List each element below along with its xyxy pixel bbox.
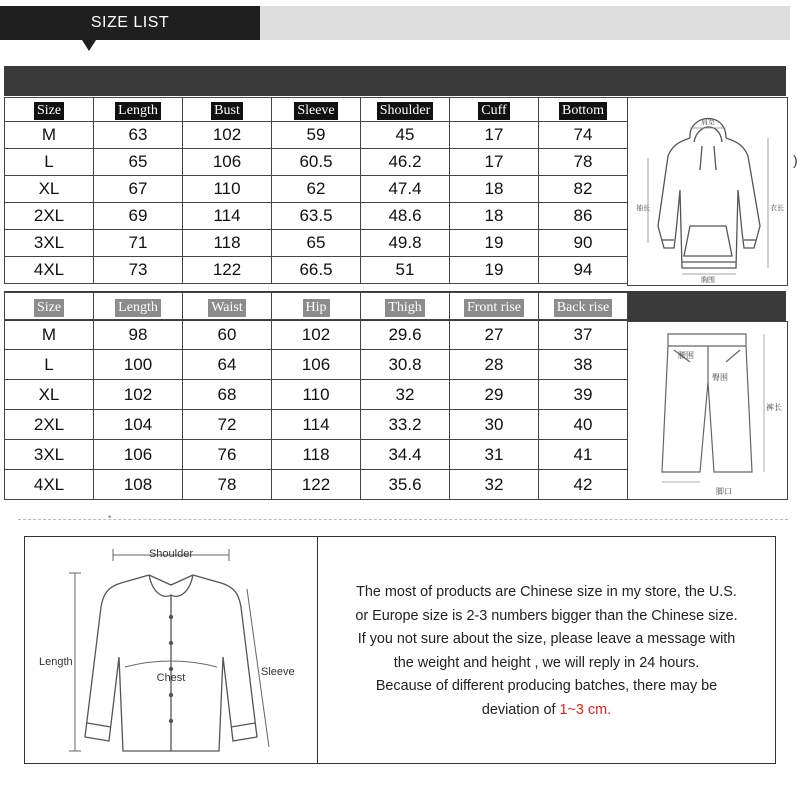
table-cell: 17 — [450, 149, 539, 176]
table-header-cell — [5, 98, 94, 122]
banner-pointer-icon — [82, 40, 96, 51]
table-cell: 102 — [272, 320, 361, 350]
table-cell: 32 — [450, 470, 539, 500]
table-header-cell — [539, 293, 628, 320]
table-header-cell — [361, 98, 450, 122]
table-cell: 27 — [450, 320, 539, 350]
table-cell: 72 — [183, 410, 272, 440]
table-cell: 76 — [183, 440, 272, 470]
size-notice-section — [24, 536, 776, 764]
table-cell: 32 — [361, 380, 450, 410]
hoodie-label-bottom: 胸围 — [701, 276, 715, 284]
table-cell: 104 — [94, 410, 183, 440]
table-cell: 29.6 — [361, 320, 450, 350]
hoodie-label-right: 衣长 — [770, 204, 784, 212]
side-mark: ) — [793, 152, 798, 168]
banner-light-strip — [260, 6, 790, 40]
table-header-label: Bust — [211, 102, 243, 120]
table-cell: 90 — [539, 230, 628, 257]
table-header-cell — [94, 98, 183, 122]
table-row — [5, 149, 628, 176]
table-row — [5, 203, 628, 230]
table-header-label: Length — [115, 102, 161, 120]
table-header-label: Back rise — [554, 299, 612, 317]
table-cell: 59 — [272, 122, 361, 149]
table-cell: 4XL — [5, 257, 94, 284]
table-header-cell — [272, 293, 361, 320]
table-header-label: Shoulder — [377, 102, 434, 120]
table-cell: 122 — [183, 257, 272, 284]
note-line-6 — [318, 699, 775, 723]
table-cell: 118 — [272, 440, 361, 470]
shirt-label-shoulder: Shoulder — [148, 548, 194, 560]
table-cell: 102 — [94, 380, 183, 410]
pants-diagram — [627, 321, 788, 500]
table-cell: 47.4 — [361, 176, 450, 203]
deviation-highlight: 1~3 cm. — [559, 701, 612, 718]
table-cell: 69 — [94, 203, 183, 230]
table-row — [5, 410, 628, 440]
table-header-cell — [94, 293, 183, 320]
table-cell: XL — [5, 380, 94, 410]
table-cell: 31 — [450, 440, 539, 470]
table-cell: 73 — [94, 257, 183, 284]
table-header-label: Size — [34, 102, 64, 120]
table-cell: 2XL — [5, 203, 94, 230]
shirt-label-sleeve: Sleeve — [261, 666, 295, 678]
top-size-table — [4, 97, 628, 284]
table-cell: 118 — [183, 230, 272, 257]
table-cell: 41 — [539, 440, 628, 470]
pants-label-waist: 腰围 — [678, 351, 694, 360]
table-row — [5, 380, 628, 410]
table-cell: 63.5 — [272, 203, 361, 230]
table-cell: 48.6 — [361, 203, 450, 230]
table-header-cell — [450, 98, 539, 122]
table-cell: 86 — [539, 203, 628, 230]
table-cell: 65 — [272, 230, 361, 257]
table-cell: 106 — [272, 350, 361, 380]
table-cell: 74 — [539, 122, 628, 149]
note-line-2: or Europe size is 2-3 numbers bigger than the Chinese size. — [355, 607, 738, 624]
table-header-cell — [450, 293, 539, 320]
table-cell: 46.2 — [361, 149, 450, 176]
table-cell: 34.4 — [361, 440, 450, 470]
table-cell: 78 — [539, 149, 628, 176]
table-cell: M — [5, 320, 94, 350]
table-header-label: Size — [34, 299, 64, 317]
shirt-illustration — [25, 537, 317, 763]
table-cell: 29 — [450, 380, 539, 410]
table-cell: 78 — [183, 470, 272, 500]
note-line-1: The most of products are Chinese size in my store, the U.S. — [356, 584, 737, 600]
hoodie-illustration — [628, 98, 787, 285]
table-cell: 2XL — [5, 410, 94, 440]
table-cell: 45 — [361, 122, 450, 149]
table-cell: XL — [5, 176, 94, 203]
table-cell: 65 — [94, 149, 183, 176]
table-header-label: Front rise — [464, 299, 524, 317]
table-cell: 122 — [272, 470, 361, 500]
top-table-bar — [4, 66, 786, 96]
pants-illustration — [628, 322, 787, 499]
table-cell: 18 — [450, 203, 539, 230]
table-cell: 4XL — [5, 470, 94, 500]
table-header-label: Bottom — [559, 102, 607, 120]
table-row — [5, 470, 628, 500]
bottom-table-header-row — [5, 293, 628, 320]
table-cell: 71 — [94, 230, 183, 257]
table-header-label: Cuff — [478, 102, 509, 120]
table-cell: 68 — [183, 380, 272, 410]
table-cell: 62 — [272, 176, 361, 203]
pants-label-hem: 脚口 — [716, 487, 732, 496]
table-cell: L — [5, 149, 94, 176]
table-cell: 28 — [450, 350, 539, 380]
table-header-cell — [5, 293, 94, 320]
table-cell: 18 — [450, 176, 539, 203]
table-cell: 51 — [361, 257, 450, 284]
table-row — [5, 230, 628, 257]
table-cell: 110 — [272, 380, 361, 410]
table-cell: 37 — [539, 320, 628, 350]
table-cell: 39 — [539, 380, 628, 410]
top-table-header-row — [5, 98, 628, 122]
table-row — [5, 350, 628, 380]
note-line-3: If you not sure about the size, please leave a message with — [357, 631, 736, 647]
table-cell: 67 — [94, 176, 183, 203]
pants-label-length: 裤长 — [766, 403, 782, 412]
dashed-separator — [18, 519, 788, 520]
table-cell: 60 — [183, 320, 272, 350]
table-cell: 108 — [94, 470, 183, 500]
size-note-text — [318, 581, 775, 722]
table-cell: L — [5, 350, 94, 380]
table-cell: 30.8 — [361, 350, 450, 380]
table-cell: 33.2 — [361, 410, 450, 440]
table-header-label: Thigh — [385, 299, 424, 317]
shirt-label-chest: Chest — [156, 672, 186, 684]
note-line-4: the weight and height , we will reply in 24 hours. — [393, 654, 700, 671]
table-cell: 49.8 — [361, 230, 450, 257]
table-cell: 3XL — [5, 440, 94, 470]
table-row — [5, 122, 628, 149]
table-cell: 98 — [94, 320, 183, 350]
table-cell: 82 — [539, 176, 628, 203]
table-header-cell — [183, 98, 272, 122]
hoodie-label-left: 袖长 — [636, 204, 650, 212]
table-cell: M — [5, 122, 94, 149]
shirt-label-length: Length — [39, 656, 73, 668]
stray-dot: • — [108, 512, 112, 523]
table-cell: 94 — [539, 257, 628, 284]
size-note-panel — [318, 537, 775, 763]
table-cell: 60.5 — [272, 149, 361, 176]
table-header-cell — [539, 98, 628, 122]
table-cell: 64 — [183, 350, 272, 380]
note-line-6-prefix: deviation of — [481, 701, 560, 718]
shirt-diagram — [25, 537, 318, 763]
table-header-label: Sleeve — [294, 102, 337, 120]
pants-label-hip: 臀围 — [712, 373, 728, 382]
table-cell: 102 — [183, 122, 272, 149]
table-cell: 110 — [183, 176, 272, 203]
banner-title: SIZE LIST — [90, 14, 170, 31]
table-cell: 38 — [539, 350, 628, 380]
table-cell: 114 — [183, 203, 272, 230]
table-header-label: Length — [115, 299, 161, 317]
hoodie-label-top: 肩宽 — [701, 118, 715, 126]
bottom-size-table — [4, 292, 628, 500]
table-header-cell — [183, 293, 272, 320]
table-row — [5, 440, 628, 470]
table-cell: 106 — [94, 440, 183, 470]
table-cell: 106 — [183, 149, 272, 176]
table-row — [5, 176, 628, 203]
table-cell: 100 — [94, 350, 183, 380]
table-cell: 17 — [450, 122, 539, 149]
table-cell: 19 — [450, 230, 539, 257]
table-cell: 19 — [450, 257, 539, 284]
table-header-label: Hip — [303, 299, 330, 317]
table-row — [5, 320, 628, 350]
table-header-cell — [272, 98, 361, 122]
table-row — [5, 257, 628, 284]
table-cell: 114 — [272, 410, 361, 440]
hoodie-diagram — [627, 97, 788, 286]
table-header-label: Waist — [208, 299, 246, 317]
table-cell: 30 — [450, 410, 539, 440]
table-cell: 63 — [94, 122, 183, 149]
note-line-5: Because of different producing batches, there may be — [375, 678, 718, 694]
table-cell: 3XL — [5, 230, 94, 257]
table-cell: 66.5 — [272, 257, 361, 284]
table-header-cell — [361, 293, 450, 320]
table-cell: 40 — [539, 410, 628, 440]
table-cell: 35.6 — [361, 470, 450, 500]
table-cell: 42 — [539, 470, 628, 500]
